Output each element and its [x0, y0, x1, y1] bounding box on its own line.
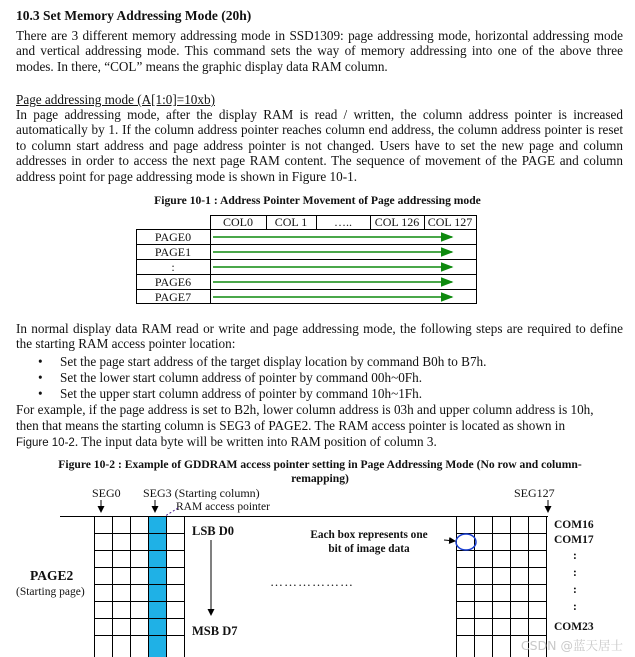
ram-pointer-label: RAM access pointer	[176, 501, 270, 513]
com-label: :	[573, 550, 577, 562]
bullet: •	[38, 370, 43, 385]
page-mode-heading: Page addressing mode (A[1:0]=10xb)	[16, 92, 215, 107]
com-label: COM16	[554, 519, 594, 531]
col-header: COL 127	[427, 215, 473, 229]
ellipsis-dots: ………………	[270, 574, 354, 589]
col-header: …..	[334, 215, 352, 229]
seg0-label: SEG0	[92, 486, 121, 500]
seg127-label: SEG127	[514, 486, 555, 500]
seg3-label: SEG3 (Starting column)	[143, 486, 260, 500]
com-label: COM17	[554, 534, 594, 546]
section-title: 10.3 Set Memory Addressing Mode (20h)	[16, 8, 252, 23]
col-header: COL0	[223, 215, 253, 229]
row-label: PAGE6	[154, 275, 192, 289]
col-header: COL 1	[274, 215, 308, 229]
figure-reference: Figure 10-2	[16, 437, 75, 449]
com-label: COM23	[554, 621, 594, 633]
example-line: Figure 10-2. The input data byte will be written into RAM position of column 3.	[16, 434, 437, 449]
row-label: PAGE7	[154, 290, 192, 304]
example-line: then that means the starting column is SEG3 of PAGE2. The RAM access pointer is located as shown in	[16, 418, 566, 433]
com-label: :	[573, 601, 577, 613]
note-arrow	[444, 540, 455, 541]
page2-label: PAGE2	[30, 568, 74, 583]
bullet: •	[38, 386, 43, 401]
intro-paragraph: There are 3 different memory addressing mode in SSD1309: page addressing mode, horizontal addressing mode and vertical addressing mode. This command sets the way of memory addressing into one of the above three modes. In there, “COL” means the graphic display data RAM column.	[16, 28, 623, 74]
steps-intro: In normal display data RAM read or write and page addressing mode, the following steps are required to define the starting RAM access pointer location:	[16, 321, 623, 352]
row-label: PAGE1	[154, 245, 192, 259]
row-label: :	[171, 260, 175, 274]
left-grid	[94, 516, 185, 657]
com-label: :	[573, 584, 577, 596]
row-label: PAGE0	[154, 230, 192, 244]
figure2-caption: Figure 10-2 : Example of GDDRAM access pointer setting in Page Addressing Mode (No row and column- remapping)	[58, 458, 582, 485]
box-note: Each box represents one bit of image data	[310, 529, 428, 555]
com-label: :	[573, 567, 577, 579]
example-line: For example, if the page address is set to B2h, lower column address is 03h and upper column address is 10h,	[16, 402, 594, 417]
lsb-label: LSB D0	[192, 524, 235, 538]
page-mode-paragraph: In page addressing mode, after the display RAM is read / written, the column address pointer is increased automatically by 1. If the column address pointer reaches column end address, the column address pointer is reset to column start address and page address pointer is not changed. Users have to set the new page and column addresses in order to access the next page RAM content. The sequence of movement of the PAGE and column address point for page addressing mode is shown in Figure 10-1.	[16, 107, 623, 184]
bullet: •	[38, 354, 43, 369]
figure1-caption: Figure 10-1 : Address Pointer Movement of Page addressing mode	[154, 194, 481, 207]
msb-label: MSB D7	[192, 624, 238, 638]
watermark: CSDN @蓝天居士	[520, 637, 623, 653]
col-header: COL 126	[374, 215, 420, 229]
right-grid	[456, 516, 547, 657]
starting-page-label: (Starting page)	[16, 586, 85, 598]
bit-circle	[456, 534, 476, 550]
